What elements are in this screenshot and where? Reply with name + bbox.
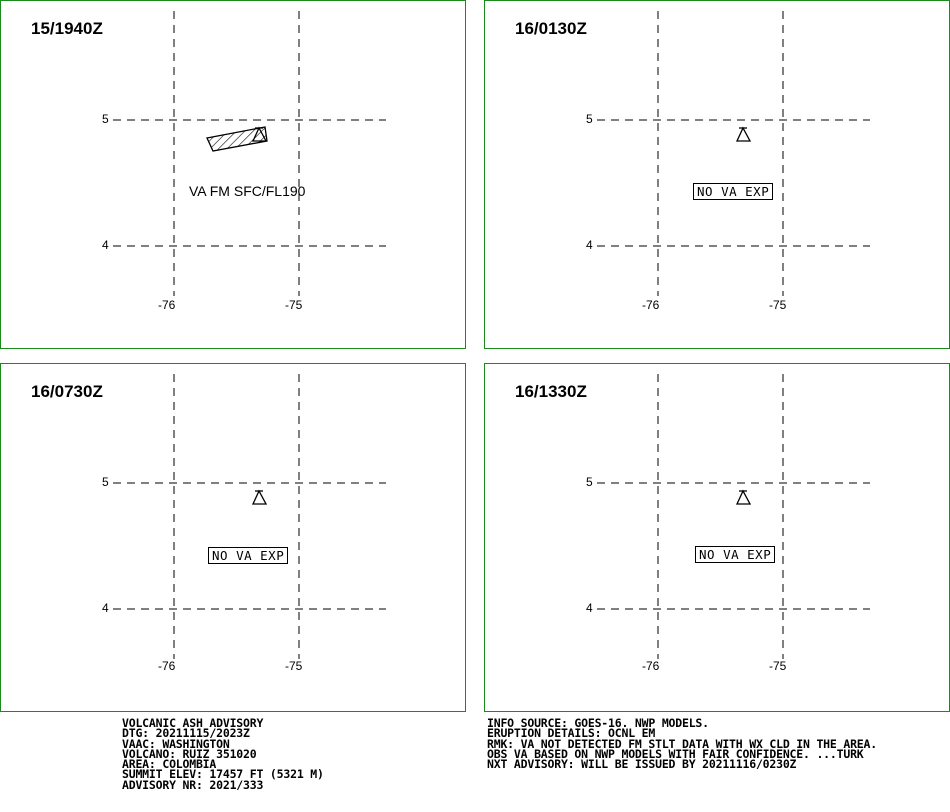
- advisory-summit-elev: SUMMIT ELEV: 17457 FT (5321 M): [122, 767, 324, 782]
- advisory-number: ADVISORY NR: 2021/333: [122, 777, 264, 792]
- lon-label-75: -75: [769, 298, 787, 312]
- panel-title: 15/1940Z: [31, 19, 103, 38]
- panel-title: 16/0730Z: [31, 382, 103, 401]
- volcano-triangle-icon: [737, 491, 750, 504]
- advisory-vaac: VAAC: WASHINGTON: [122, 736, 230, 751]
- lat-label-4: 4: [102, 238, 109, 252]
- map-panel-2: [484, 0, 950, 349]
- lat-label-5: 5: [586, 475, 593, 489]
- advisory-volcano: VOLCANO: RUIZ 351020: [122, 746, 257, 761]
- advisory-dtg: DTG: 20211115/2023Z: [122, 726, 250, 741]
- advisory-area: AREA: COLOMBIA: [122, 757, 217, 772]
- lat-label-5: 5: [102, 475, 109, 489]
- lon-label-75: -75: [285, 298, 303, 312]
- volcano-triangle-icon: [253, 491, 266, 504]
- no-ash-expected-label: NO VA EXP: [695, 546, 775, 563]
- advisory-info-source: INFO SOURCE: GOES-16. NWP MODELS.: [487, 716, 709, 730]
- volcano-triangle-icon: [737, 128, 750, 141]
- advisory-next: NXT ADVISORY: WILL BE ISSUED BY 20211116/0230Z: [487, 757, 797, 772]
- map-grid-2: [485, 1, 950, 350]
- lon-label-76: -76: [642, 659, 660, 673]
- lon-label-76: -76: [642, 298, 660, 312]
- no-ash-expected-label: NO VA EXP: [208, 547, 288, 564]
- lat-label-5: 5: [586, 112, 593, 126]
- lon-label-76: -76: [158, 298, 176, 312]
- map-grid-4: [485, 364, 950, 713]
- advisory-remark-cont: OBS VA BASED ON NWP MODELS WITH FAIR CONFIDENCE. ...TURK: [487, 746, 864, 761]
- lon-label-76: -76: [158, 659, 176, 673]
- map-panel-4: [484, 363, 950, 712]
- advisory-remark: RMK: VA NOT DETECTED FM STLT DATA WITH WX CLD IN THE AREA.: [487, 736, 877, 751]
- map-panel-3: [0, 363, 466, 712]
- lat-label-5: 5: [102, 112, 109, 126]
- map-panel-1: [0, 0, 466, 349]
- advisory-header-block: [122, 718, 324, 790]
- lat-label-4: 4: [586, 238, 593, 252]
- panel-title: 16/1330Z: [515, 382, 587, 401]
- advisory-title: VOLCANIC ASH ADVISORY: [122, 716, 264, 730]
- panel-title: 16/0130Z: [515, 19, 587, 38]
- map-grid-3: [1, 364, 467, 713]
- lon-label-75: -75: [285, 659, 303, 673]
- map-grid-1: [1, 1, 467, 350]
- lat-label-4: 4: [102, 601, 109, 615]
- lat-label-4: 4: [586, 601, 593, 615]
- advisory-eruption-details: ERUPTION DETAILS: OCNL EM: [487, 726, 656, 741]
- lon-label-75: -75: [769, 659, 787, 673]
- no-ash-expected-label: NO VA EXP: [693, 183, 773, 200]
- ash-layer-label: VA FM SFC/FL190: [189, 183, 306, 199]
- advisory-details-block: [487, 716, 877, 772]
